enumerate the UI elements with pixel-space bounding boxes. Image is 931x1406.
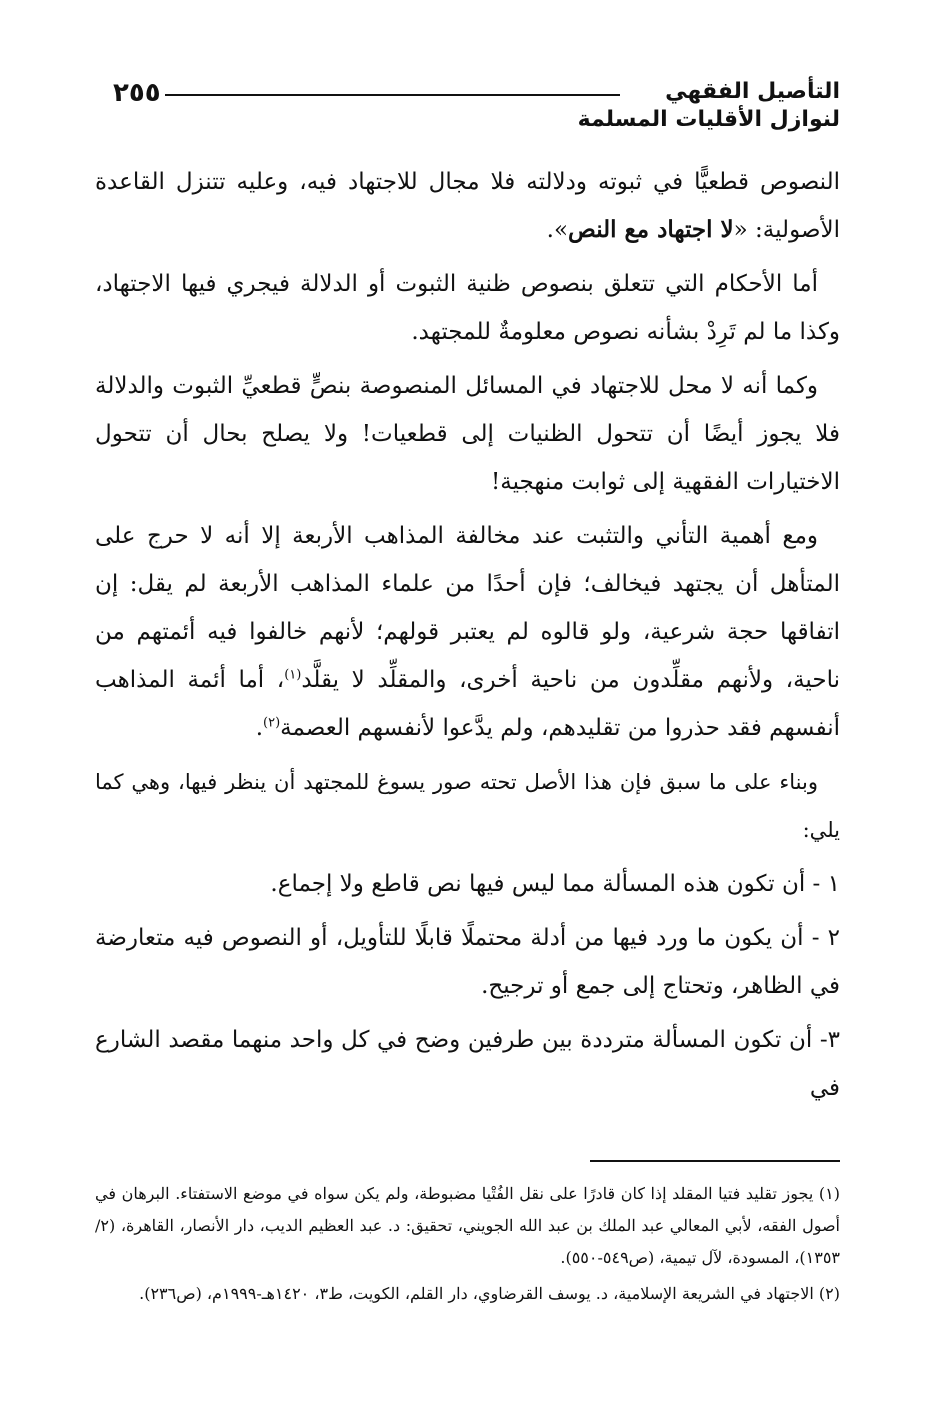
footnote-ref-1[interactable]: (١): [284, 667, 302, 683]
paragraph-1-end: ».: [546, 217, 569, 243]
running-header: [95, 70, 840, 140]
paragraph-3: وكما أنه لا محل للاجتهاد في المسائل المنصوصة بنصٍّ قطعيِّ الثبوت والدلالة فلا يجوز أيضًا أن تتحول الظنيات إلى قطعيات! ولا يصلح بحال أن تتحول الاختيارات الفقهية إلى ثوابت منهجية!: [95, 373, 840, 495]
footnote-ref-2[interactable]: (٢): [263, 715, 281, 731]
list-item-1: ١ - أن تكون هذه المسألة مما ليس فيها نص قاطع ولا إجماع.: [270, 871, 840, 897]
paragraph-2: أما الأحكام التي تتعلق بنصوص ظنية الثبوت أو الدلالة فيجري فيها الاجتهاد، وكذا ما لم تَرِدْ بشأنه نصوص معلومةٌ للمجتهد.: [95, 271, 840, 345]
header-rule: [165, 94, 620, 96]
footnote-2: (٢) الاجتهاد في الشريعة الإسلامية، د. يوسف القرضاوي، دار القلم، الكويت، ط٣، ١٤٢٠هـ-١٩٩٩م، (ص٢٣٦).: [139, 1284, 840, 1303]
footnote-separator: [590, 1160, 840, 1162]
paragraph-4-text-cont: ، أما أئمة المذاهب أنفسهم فقد حذروا من تقليدهم، ولم يدَّعوا لأنفسهم العصمة: [95, 667, 840, 741]
book-title-line1: التأصيل الفقهي: [665, 79, 840, 104]
quoted-rule: لا اجتهاد مع النص: [568, 216, 734, 243]
page-number: ٢٥٥: [113, 78, 161, 108]
list-item-3: ٣- أن تكون المسألة مترددة بين طرفين وضح في كل واحد منهما مقصد الشارع في: [95, 1027, 840, 1101]
paragraph-1: [95, 158, 840, 254]
book-title: [578, 78, 840, 134]
paragraph-4-text: ومع أهمية التأني والتثبت عند مخالفة المذاهب الأربعة إلا أنه لا حرج على المتأهل أن يجتهد فيخالف؛ فإن أحدًا من علماء المذاهب الأربعة لم يقل: إن اتفاقها حجة شرعية، ولو قالوه لم يعتبر قولهم؛ لأنهم خالفوا فيه أئمتهم من ناحية، ولأنهم مقلِّدون من ناحية أخرى، والمقلِّد لا يقلَّد: [95, 523, 840, 693]
paragraph-1-text: النصوص قطعيًّا في ثبوته ودلالته فلا مجال للاجتهاد فيه، وعليه تتنزل القاعدة الأصولية: «: [95, 169, 840, 243]
list-item-2: ٢ - أن يكون ما ورد فيها من أدلة محتملًا قابلًا للتأويل، أو النصوص فيه متعارضة في الظاهر، وتحتاج إلى جمع أو ترجيح.: [95, 925, 840, 999]
footnote-1: (١) يجوز تقليد فتيا المقلد إذا كان قادرًا على نقل الفُتْيا مضبوطة، ولم يكن سواه في موضع الاستفتاء. البرهان في أصول الفقه، لأبي المعالي عبد الملك بن عبد الله الجويني، تحقيق: د. عبد العظيم الديب، دار الأنصار، القاهرة، (٢/ ١٣٥٣)، المسودة، لآل تيمية، (ص٥٤٩-٥٥٠).: [95, 1184, 840, 1267]
paragraph-5: وبناء على ما سبق فإن هذا الأصل تحته صور يسوغ للمجتهد أن ينظر فيها، وهي كما يلي:: [95, 770, 840, 842]
main-text: [95, 158, 840, 1118]
footnotes: [95, 1178, 840, 1314]
paragraph-4-end: .: [255, 715, 264, 741]
book-title-line2: لنوازل الأقليات المسلمة: [577, 107, 840, 132]
paragraph-4: [95, 512, 840, 752]
